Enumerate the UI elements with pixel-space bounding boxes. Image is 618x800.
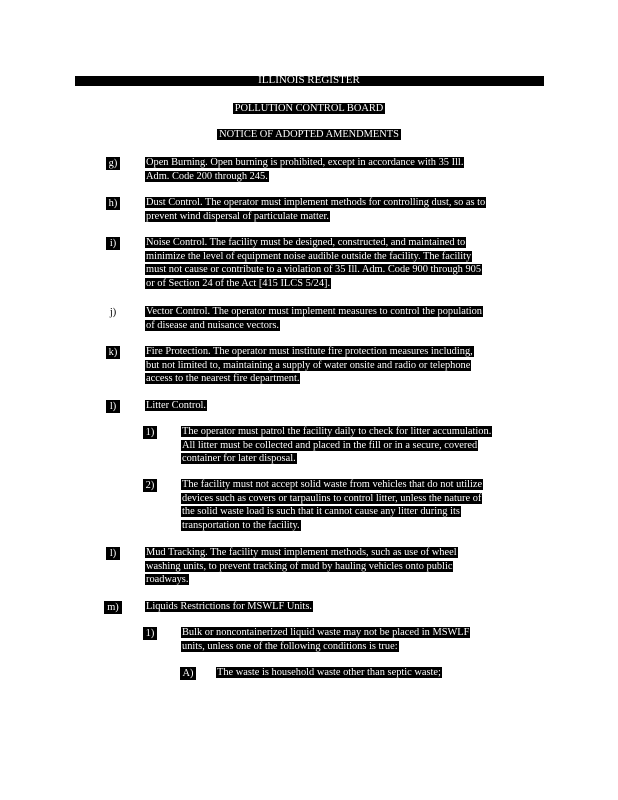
section-g-line: Open Burning. Open burning is prohibited, except in accordance with 35 Ill. xyxy=(146,157,464,168)
section-j-line: Vector Control. The operator must implement measures to control the population xyxy=(146,306,482,317)
section-j-line: of disease and nuisance vectors. xyxy=(146,319,280,331)
section-l-label: l) xyxy=(106,400,120,413)
section-liquids-title-text: Liquids Restrictions for MSWLF Units. xyxy=(146,601,312,612)
section-j-text xyxy=(145,305,483,332)
section-l-title-text: Litter Control. xyxy=(146,400,207,411)
section-liquids-1-line: Bulk or noncontainerized liquid waste may not be placed in MSWLF xyxy=(182,627,470,638)
section-i-line: must not cause or contribute to a violation of 35 Ill. Adm. Code 900 through 905 xyxy=(146,264,482,275)
section-l1-label: 1) xyxy=(143,426,157,439)
agency-title xyxy=(0,102,618,116)
section-k-line: but not limited to, maintaining a supply of water onsite and radio or telephone xyxy=(146,359,471,371)
section-i-line: or of Section 24 of the Act [415 ILCS 5/24]. xyxy=(146,277,331,289)
section-l2-line: the solid waste load is such that it cannot cause any litter during its xyxy=(182,506,460,517)
section-mud-line: roadways. xyxy=(146,574,189,585)
section-i-label: i) xyxy=(106,237,120,250)
notice-title xyxy=(0,128,618,142)
section-mud-text xyxy=(145,546,458,587)
section-k-line: access to the nearest fire department. xyxy=(146,373,300,384)
section-h-text xyxy=(145,196,486,223)
section-l2-text xyxy=(181,478,483,532)
section-k-label: k) xyxy=(106,346,120,359)
section-liquids-title xyxy=(145,600,313,614)
section-i-text xyxy=(145,236,482,290)
section-liquids-1-label: 1) xyxy=(143,627,157,640)
section-i-line: minimize the level of equipment noise audible outside the facility. The facility xyxy=(146,250,472,262)
section-liquids-label: m) xyxy=(104,601,122,614)
section-liquids-a-line: The waste is household waste other than septic waste; xyxy=(217,667,441,678)
section-l2-line: The facility must not accept solid waste from vehicles that do not utilize xyxy=(182,479,483,490)
register-title: ILLINOIS REGISTER xyxy=(258,74,360,86)
section-i-line: Noise Control. The facility must be designed, constructed, and maintained to xyxy=(146,237,466,248)
section-liquids-a-label: A) xyxy=(180,667,196,680)
section-k-line: Fire Protection. The operator must institute fire protection measures including, xyxy=(146,346,473,357)
section-mud-line: Mud Tracking. The facility must implement methods, such as use of wheel xyxy=(146,547,457,558)
section-l1-line: container for later disposal. xyxy=(182,453,296,464)
section-mud-label: l) xyxy=(106,547,120,560)
section-h-label: h) xyxy=(106,197,120,210)
section-l1-line: All litter must be collected and placed in the fill or in a secure, covered xyxy=(182,439,478,451)
section-l1-text xyxy=(181,425,492,466)
section-l1-line: The operator must patrol the facility daily to check for litter accumulation. xyxy=(182,426,492,437)
section-l2-line: transportation to the facility. xyxy=(182,519,300,531)
notice-text: NOTICE OF ADOPTED AMENDMENTS xyxy=(219,129,399,140)
section-liquids-a-text xyxy=(216,666,442,680)
agency-text: POLLUTION CONTROL BOARD xyxy=(234,103,384,114)
section-l2-label: 2) xyxy=(143,479,157,492)
section-j-label: j) xyxy=(106,306,120,319)
section-mud-line: washing units, to prevent tracking of mud by hauling vehicles onto public xyxy=(146,560,453,572)
section-liquids-1-line: units, unless one of the following conditions is true: xyxy=(182,640,398,652)
section-l-title xyxy=(145,399,207,413)
section-g-line: Adm. Code 200 through 245. xyxy=(146,170,268,182)
section-g-label: g) xyxy=(106,157,120,170)
section-liquids-1-text xyxy=(181,626,470,653)
section-k-text xyxy=(145,345,474,386)
section-l2-line: devices such as covers or tarpaulins to control litter, unless the nature of xyxy=(182,492,482,504)
section-g-text xyxy=(145,156,464,183)
section-h-line: Dust Control. The operator must implement methods for controlling dust, so as to xyxy=(146,197,486,208)
section-h-line: prevent wind dispersal of particulate matter. xyxy=(146,210,329,222)
